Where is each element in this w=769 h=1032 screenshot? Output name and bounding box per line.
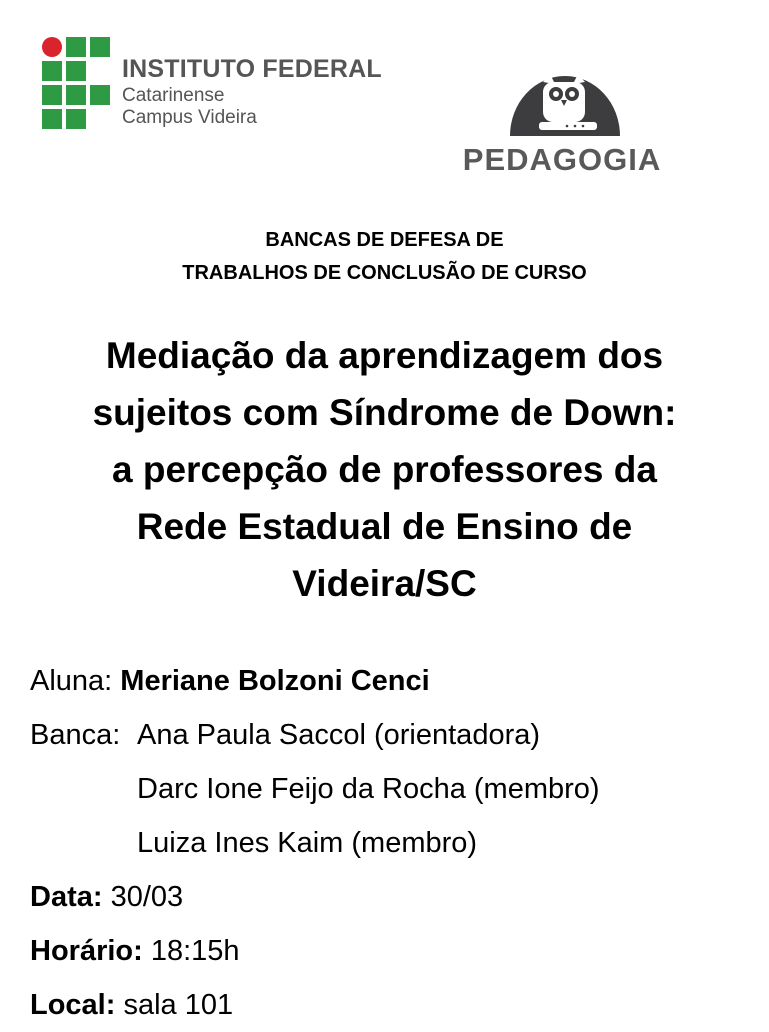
title-line: Mediação da aprendizagem dos bbox=[105, 335, 664, 376]
committee-member: Luiza Ines Kaim (membro) bbox=[137, 827, 478, 859]
ifc-logo bbox=[42, 37, 402, 137]
ifc-campus: Campus Videira bbox=[122, 107, 257, 128]
title-line: a percepção de professores da bbox=[112, 449, 657, 490]
heading-line-1: BANCAS DE DEFESA DE bbox=[265, 229, 504, 251]
owl-emblem bbox=[455, 40, 669, 145]
ifc-logo-mark bbox=[42, 37, 112, 137]
location-label: Local: bbox=[30, 989, 116, 1021]
committee-row bbox=[30, 816, 478, 870]
committee-member: Darc Ione Feijo da Rocha (membro) bbox=[137, 773, 600, 805]
thesis-title bbox=[20, 327, 749, 612]
time-value: 18:15h bbox=[150, 935, 240, 967]
date-label: Data: bbox=[30, 881, 103, 913]
title-line: sujeitos com Síndrome de Down: bbox=[92, 392, 677, 433]
ifc-name: INSTITUTO FEDERAL bbox=[122, 55, 382, 83]
committee-row bbox=[30, 708, 541, 762]
defense-info bbox=[30, 654, 600, 1032]
pedagogia-word: PEDAGOGIA bbox=[462, 142, 662, 177]
student-row bbox=[30, 654, 430, 708]
heading-line-2: TRABALHOS DE CONCLUSÃO DE CURSO bbox=[182, 262, 587, 284]
location-value: sala 101 bbox=[123, 989, 234, 1021]
committee-row bbox=[30, 762, 600, 816]
committee-member: Ana Paula Saccol (orientadora) bbox=[137, 719, 541, 751]
time-row bbox=[30, 924, 430, 978]
ifc-subtitle: Catarinense bbox=[122, 85, 225, 106]
title-line: Rede Estadual de Ensino de bbox=[136, 506, 633, 547]
pedagogia-logo bbox=[455, 40, 669, 175]
event-heading bbox=[0, 224, 769, 290]
student-name: Meriane Bolzoni Cenci bbox=[120, 665, 430, 697]
committee-label: Banca: bbox=[30, 719, 121, 751]
date-row bbox=[30, 870, 430, 924]
time-label: Horário: bbox=[30, 935, 143, 967]
title-line: Videira/SC bbox=[292, 563, 477, 604]
ifc-logo-text bbox=[122, 57, 382, 127]
student-label: Aluna: bbox=[30, 665, 113, 697]
date-value: 30/03 bbox=[110, 881, 184, 913]
